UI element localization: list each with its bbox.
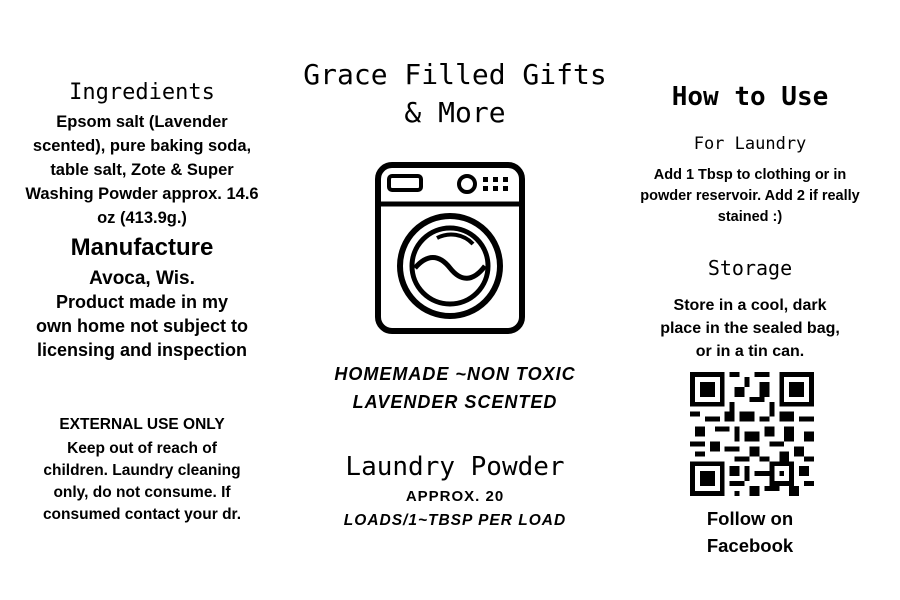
ingredients-heading: Ingredients — [69, 80, 215, 105]
qr-code-icon — [690, 372, 814, 496]
loads-line1: APPROX. 20 — [405, 488, 505, 505]
brand-name-line1: Grace Filled Gifts — [303, 58, 607, 91]
tagline-line2: LAVENDER SCENTED — [352, 392, 558, 412]
how-to-use-heading: How to Use — [671, 82, 829, 112]
laundry-instructions: Add 1 Tbsp to clothing or in powder reservoir. Add 2 if really stained :) — [640, 167, 860, 225]
ingredients-text: Epsom salt (Lavender scented), pure baking soda, table salt, Zote & Super Washing Powder approx. 14.6 oz (413.9g.) — [25, 113, 259, 227]
manufacture-location: Avoca, Wis. — [89, 268, 195, 289]
product-name: Laundry Powder — [345, 452, 565, 482]
storage-instructions: Store in a cool, dark place in the sealed bag, or in a tin can. — [660, 297, 840, 360]
brand-name-line2: & More — [404, 96, 506, 129]
manufacture-heading: Manufacture — [70, 234, 214, 261]
loads-line2: LOADS/1~TBSP PER LOAD — [343, 512, 567, 529]
for-laundry-subheading: For Laundry — [693, 134, 807, 154]
warning-text: Keep out of reach of children. Laundry cleaning only, do not consume. If consumed contact your dr. — [42, 440, 242, 523]
right-column — [640, 0, 860, 600]
warning-heading: EXTERNAL USE ONLY — [59, 416, 225, 433]
left-column — [22, 0, 262, 600]
storage-heading: Storage — [707, 256, 793, 280]
follow-facebook-text: Follow on Facebook — [706, 508, 794, 556]
tagline-line1: HOMEMADE ~NON TOXIC — [334, 364, 576, 384]
washing-machine-icon — [375, 162, 525, 334]
manufacture-text: Product made in my own home not subject to licensing and inspection — [36, 292, 248, 360]
